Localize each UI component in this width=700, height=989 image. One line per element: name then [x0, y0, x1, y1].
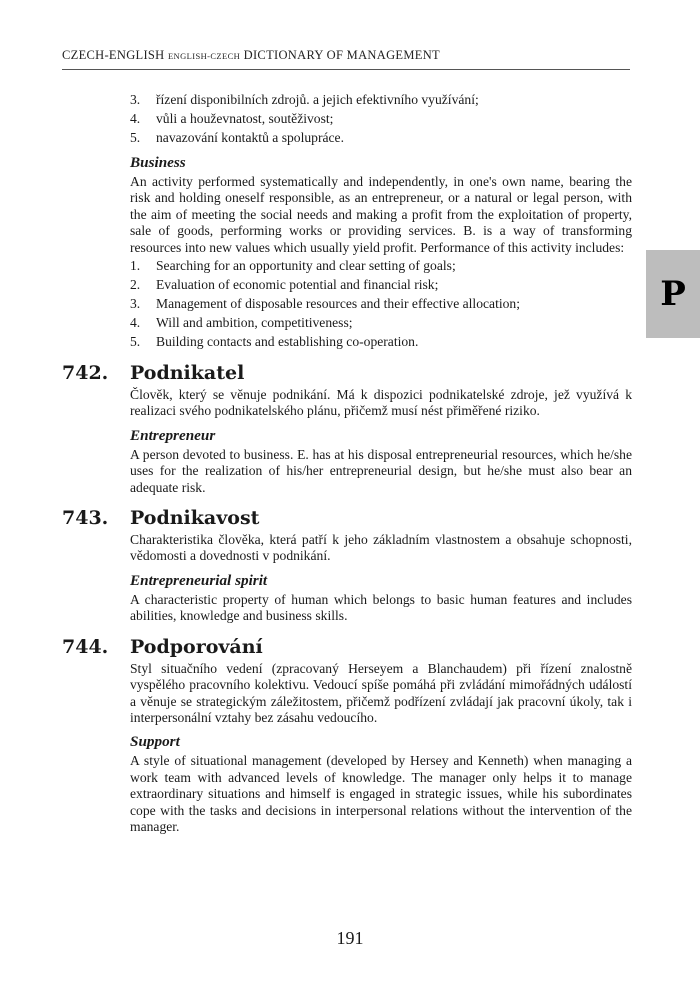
entry-body: [130, 661, 632, 836]
header-dictionary-title: DICTIONARY OF MANAGEMENT: [243, 48, 440, 62]
entry-heading: [62, 361, 632, 385]
czech-definition: Charakteristika člověka, která patří k jeho základním vlastnostem a obsahuje schopnosti, vědomosti a dovednosti v podnikání.: [130, 532, 632, 564]
entry-heading: [62, 506, 632, 530]
czech-definition: Styl situačního vedení (zpracovaný Herseyem a Blanchaudem) při řízení znalostně vyspělého pracovního kolektivu. Vedoucí spíše pomáhá při zvládání mimořádných událostí a věnuje se strategickým záležitostem, přičemž podřízení zvládají jak pracovní úkoly, tak i interpersonální vztahy bez zásahu vedoucího.: [130, 660, 632, 725]
english-definition: A person devoted to business. E. has at his disposal entrepreneurial resources, which he/she uses for the realization of his/her entrepreneurial design, but he/she must also bear an adequate risk.: [130, 446, 632, 495]
list-item: 5. navazování kontaktů a spolupráce.: [130, 130, 344, 145]
business-section: [130, 153, 632, 351]
page-content: [62, 90, 632, 835]
entry-heading: [62, 635, 632, 659]
header-rule: [62, 69, 630, 70]
english-term-heading: Business: [130, 154, 186, 171]
list-item: 3. řízení disponibilních zdrojů. a jejich efektivního využívání;: [130, 92, 479, 107]
entry-body: [130, 387, 632, 496]
list-item: 1. Searching for an opportunity and clear setting of goals;: [130, 258, 456, 274]
list-item: 5. Building contacts and establishing co-operation.: [130, 334, 419, 350]
entry-number: 743.: [62, 507, 109, 530]
business-list: [130, 256, 632, 351]
section-letter-tab: P: [646, 250, 700, 338]
list-item: 3. Management of disposable resources and their effective allocation;: [130, 296, 520, 312]
entry-title: Podnikavost: [130, 507, 260, 530]
entry-number: 742.: [62, 362, 109, 385]
list-item: 2. Evaluation of economic potential and financial risk;: [130, 277, 439, 293]
entry-number: 744.: [62, 635, 109, 658]
page-number: 191: [336, 928, 364, 948]
running-header: [62, 48, 632, 63]
english-definition: An activity performed systematically and independently, in one's own name, bearing the risk and holding oneself responsible, as an entrepreneur, or a natural or legal person, with the aim of meeting the social needs and making a profit from the exploitation of property, sale of goods, performing works or providing services. B. is a way of transforming resources into new values which usually yield profit. Performance of this activity includes:: [130, 174, 632, 255]
english-term-heading: Entrepreneur: [130, 426, 216, 444]
czech-definition: Člověk, který se věnuje podnikání. Má k dispozici podnikatelské zdroje, jež využívá k realizaci svého podnikatelského plánu, přičemž musí nést přiměřené riziko.: [130, 387, 632, 419]
entry-title: Podporování: [130, 635, 263, 658]
header-english-czech: ENGLISH-CZECH: [167, 51, 241, 61]
english-term-heading: Support: [130, 733, 180, 751]
list-item: 4. vůli a houževnatost, soutěživost;: [130, 111, 334, 126]
english-definition: A characteristic property of human which belongs to basic human features and includes abilities, knowledge and business skills.: [130, 591, 632, 624]
entry-title: Podnikatel: [130, 362, 245, 385]
continued-czech-list: [130, 90, 632, 147]
header-czech-english: CZECH-ENGLISH: [62, 48, 165, 62]
english-definition: A style of situational management (developed by Hersey and Kenneth) when managing a work team with advanced levels of knowledge. The manager only helps it to manage extraordinary situations and himself is engaged in strategic issues, while his subordinates cope with the tasks and decisions in interpersonal relations without the intervention of the manager.: [130, 753, 632, 834]
entry-body: [130, 532, 632, 625]
english-term-heading: Entrepreneurial spirit: [130, 571, 268, 589]
list-item: 4. Will and ambition, competitiveness;: [130, 315, 353, 331]
